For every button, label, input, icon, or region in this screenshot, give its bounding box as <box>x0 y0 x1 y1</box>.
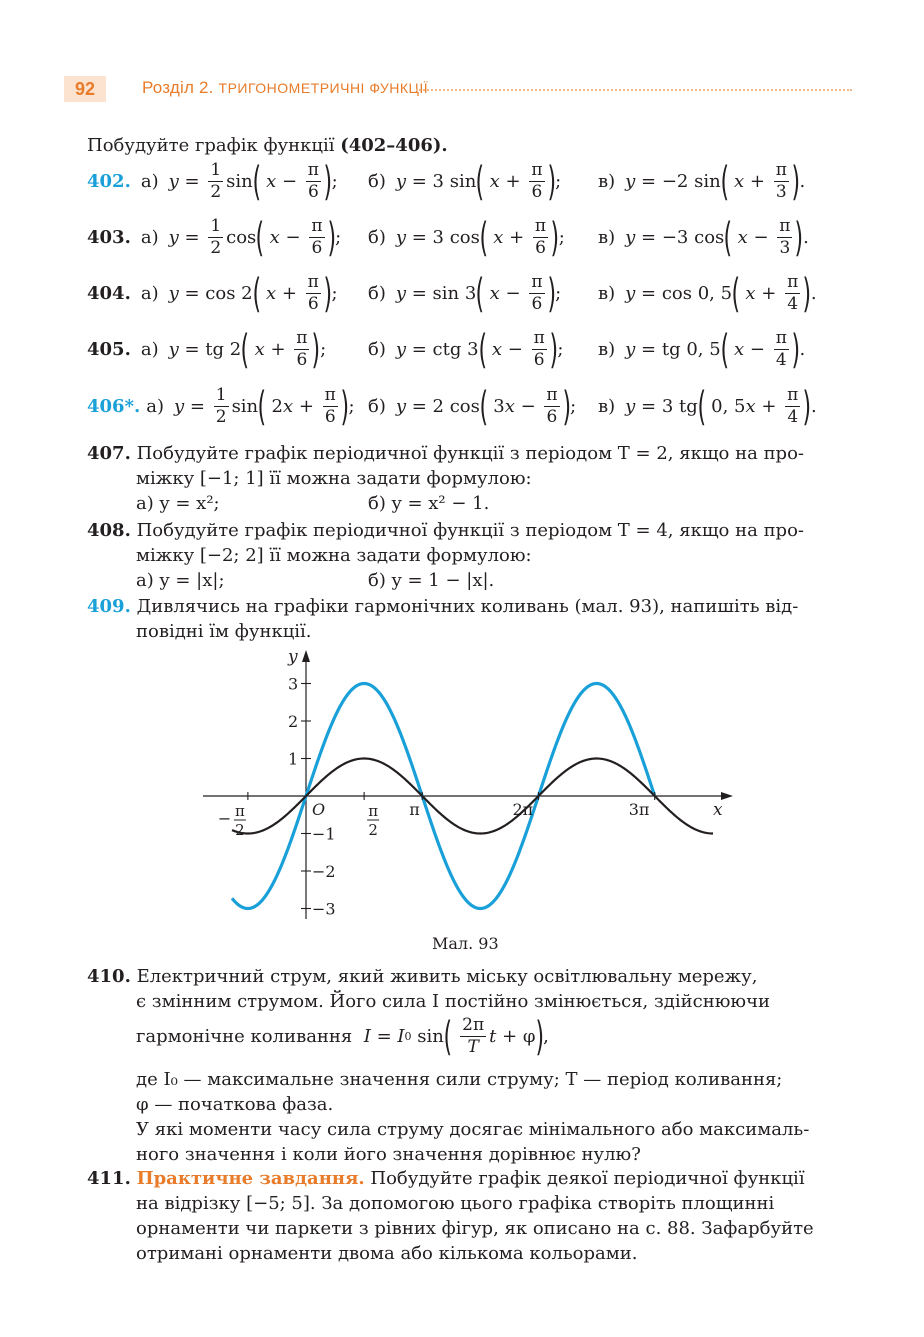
chapter-heading <box>142 78 428 98</box>
task-408-line1: Побудуйте графік періодичної функції з періодом T = 4, якщо на про- <box>136 520 805 541</box>
task-405: 405. а) y = tg 2 ( x + $\frac{\pi}{6}$ ) ; <box>87 326 327 373</box>
option-a-label: а) <box>140 339 159 360</box>
task-number: 411. <box>87 1168 131 1189</box>
option-v-label: в) <box>598 396 616 417</box>
chapter-title: ТРИГОНОМЕТРИЧНІ ФУНКЦІЇ <box>218 80 429 96</box>
y-tick-label: −3 <box>312 899 336 919</box>
task-408-line2: міжку [−2; 2] її можна задати формулою: <box>136 545 532 566</box>
task-number: 408. <box>87 520 131 541</box>
task-410-line7: ного значення і коли його значення дорівнює нулю? <box>136 1144 641 1165</box>
task-408-option-a: а) y = |x|; <box>136 570 225 591</box>
y-tick-label: 1 <box>288 749 299 769</box>
x-tick-label: O <box>312 800 326 819</box>
task-407-line2: міжку [−1; 1] її можна задати формулою: <box>136 468 532 489</box>
task-402-b: б) y = 3 sin ( x + $\frac{\pi}{6}$ ) ; <box>368 158 562 205</box>
task-411-line3: орнаменти чи паркети з рівних фігур, як описано на с. 88. Зафарбуйте <box>136 1218 814 1239</box>
task-405-v: в) y = tg 0, 5 ( x − $\frac{\pi}{4}$ ) . <box>598 326 806 373</box>
task-403-v: в) y = −3 cos ( x − $\frac{\pi}{3}$ ) . <box>598 214 809 261</box>
option-b-label: б) <box>368 339 386 360</box>
option-b-label: б) <box>368 283 386 304</box>
figure-caption: Мал. 93 <box>432 934 499 953</box>
option-b-label: б) <box>368 171 386 192</box>
task-406-b: б) y = 2 cos ( 3 x − $\frac{\pi}{6}$ ) ; <box>368 383 577 430</box>
task-410-line6: У які моменти часу сила струму досягає мінімального або максималь- <box>136 1119 810 1140</box>
task-404: 404. а) y = cos 2 ( x + $\frac{\pi}{6}$ ) ; <box>87 270 338 317</box>
task-410 <box>87 964 857 1014</box>
option-v-label: в) <box>598 171 616 192</box>
harmonic-oscillation-chart <box>195 644 755 929</box>
task-408 <box>87 518 857 593</box>
option-a-label: а) <box>140 283 159 304</box>
task-410-line5: φ — початкова фаза. <box>136 1094 334 1115</box>
option-a-label: а) <box>140 171 159 192</box>
y-tick-label: −2 <box>312 862 336 881</box>
option-v-label: в) <box>598 339 616 360</box>
task-411-line4: отримані орнаменти двома або кількома кольорами. <box>136 1243 638 1264</box>
task-407-line1: Побудуйте графік періодичної функції з періодом T = 2, якщо на про- <box>136 443 805 464</box>
x-tick-label: π <box>234 802 245 820</box>
x-tick-label: 3π <box>628 800 650 819</box>
x-tick-label: π <box>409 800 420 819</box>
task-number: 409. <box>87 596 131 617</box>
task-number: 402. <box>87 171 131 192</box>
task-404-b: б) y = sin 3 ( x − $\frac{\pi}{6}$ ) ; <box>368 270 562 317</box>
task-409 <box>87 594 857 644</box>
practical-task-label: Практичне завдання. <box>136 1168 365 1189</box>
x-tick-label: − <box>217 809 232 828</box>
header-divider <box>416 89 852 91</box>
task-406-v: в) y = 3 tg ( 0, 5 x + $\frac{\pi}{4}$ ) . <box>598 383 817 430</box>
option-b-label: б) <box>368 396 386 417</box>
y-tick-label: 3 <box>288 674 299 694</box>
x-tick-label: π <box>368 802 379 820</box>
task-402: 402. а) y = $\frac{1}{2}$ sin ( x − $\frac{\pi}{6}$ ) ; <box>87 158 338 205</box>
task-number: 404. <box>87 283 131 304</box>
task-407-option-a: а) y = x²; <box>136 493 220 514</box>
option-a-label: а) <box>146 396 165 417</box>
task-409-line2: повідні їм функції. <box>136 621 312 642</box>
task-number: 406*. <box>87 396 141 417</box>
x-axis-arrow <box>721 792 733 800</box>
option-b-label: б) <box>368 227 386 248</box>
y-tick-label: 2 <box>288 712 299 731</box>
intro-text: Побудуйте графік функції <box>87 135 335 156</box>
task-403: 403. а) y = $\frac{1}{2}$ cos ( x − $\frac{\pi}{6}$ ) ; <box>87 214 342 261</box>
y-tick-label: −1 <box>312 824 336 844</box>
task-number: 410. <box>87 966 131 987</box>
task-411-line1: Побудуйте графік деякої періодичної функції <box>370 1168 805 1189</box>
x-tick-label: 2 <box>368 821 378 839</box>
task-410-formula: гармонічне коливання I = I 0 sin ( $\frac{2\pi}{T}$ t + φ ) , <box>136 1013 549 1060</box>
task-407 <box>87 441 857 516</box>
task-number: 405. <box>87 339 131 360</box>
x-tick-label: 2 <box>235 821 245 839</box>
x-tick-label: 2π <box>512 800 534 819</box>
task-404-v: в) y = cos 0, 5 ( x + $\frac{\pi}{4}$ ) . <box>598 270 817 317</box>
y-axis-arrow <box>302 650 310 662</box>
task-408-option-b: б) y = 1 − |x|. <box>368 570 495 591</box>
intro-line <box>87 133 448 158</box>
option-v-label: в) <box>598 283 616 304</box>
task-410-continued <box>136 1067 856 1167</box>
option-a-label: а) <box>140 227 159 248</box>
page-number: 92 <box>64 76 106 102</box>
task-409-line1: Дивлячись на графіки гармонічних коливань (мал. 93), напишіть від- <box>136 596 799 617</box>
task-403-b: б) y = 3 cos ( x + $\frac{\pi}{6}$ ) ; <box>368 214 565 261</box>
task-410-line2: є змінним струмом. Його сила I постійно змінюється, здійснюючи <box>136 991 770 1012</box>
task-402-v: в) y = −2 sin ( x + $\frac{\pi}{3}$ ) . <box>598 158 806 205</box>
task-411-line2: на відрізку [−5; 5]. За допомогою цього графіка створіть площинні <box>136 1193 775 1214</box>
y-axis-label: y <box>288 647 298 667</box>
x-axis-label: x <box>713 800 723 820</box>
task-number: 407. <box>87 443 131 464</box>
intro-range: (402–406). <box>340 135 448 156</box>
task-407-option-b: б) y = x² − 1. <box>368 493 490 514</box>
task-406: 406*. а) y = $\frac{1}{2}$ sin ( 2 x + $\frac{\pi}{6}$ ) ; <box>87 383 355 430</box>
task-number: 403. <box>87 227 131 248</box>
task-405-b: б) y = ctg 3 ( x − $\frac{\pi}{6}$ ) ; <box>368 326 564 373</box>
task-411 <box>87 1166 857 1266</box>
task-410-line4: де I₀ — максимальне значення сили струму; T — період коливання; <box>136 1069 783 1090</box>
option-v-label: в) <box>598 227 616 248</box>
task-410-line3: гармонічне коливання <box>136 1026 353 1047</box>
task-410-line1: Електричний струм, який живить міську освітлювальну мережу, <box>136 966 758 987</box>
chapter-label: Розділ 2. <box>142 78 214 97</box>
